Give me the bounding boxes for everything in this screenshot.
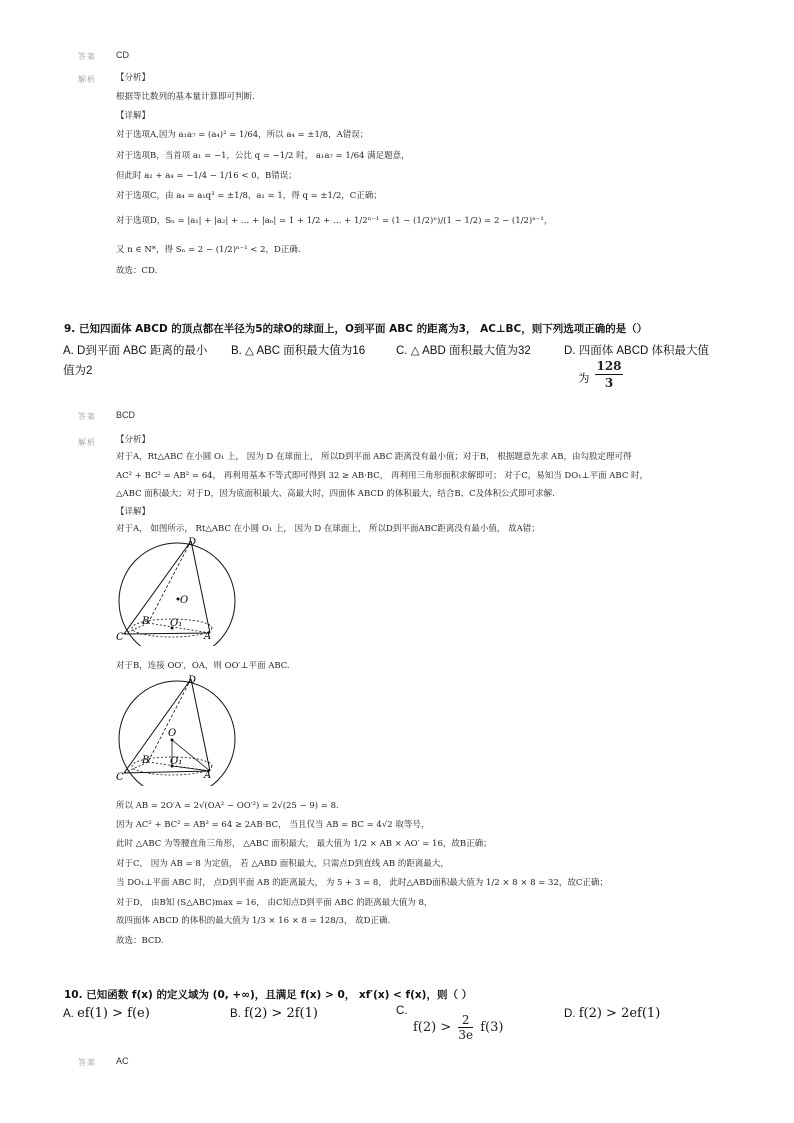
q9-line-4: 对于C， 因为 AB = 8 为定值， 若 △ABD 面积最大，只需点D到直线 AB 的距离最大，	[116, 859, 449, 869]
q9-fenxi-line1: 对于A，Rt△ABC 在小圆 O₁ 上， 因为 D 在球面上， 所以D到平面 ABC 距离没有最小值；对于B， 根据题意先求 AB，由勾股定理可得	[116, 452, 632, 462]
label-C: C	[116, 632, 124, 643]
q8-fenxi-head: 【分析】	[116, 73, 151, 83]
fraction-numerator: 128	[596, 359, 622, 373]
q9-option-d	[564, 342, 709, 358]
q9-fenxi-line3: △ABC 面积最大；对于D，因为底面积最大、高最大时，四面体 ABCD 的体积最大，结合B、C及体积公式即可求解.	[116, 489, 555, 499]
option-formula-right: f(3)	[480, 1020, 504, 1035]
q8-line-c: 对于选项C，由 a₄ = a₁q³ = ±1/8，a₁ = 1，得 q = ±1/2，C正确；	[116, 191, 382, 201]
label-A: A	[204, 631, 212, 642]
label-C: C	[116, 772, 124, 783]
q9-fenxi-line2: AC² + BC² = AB² = 64， 再利用基本不等式即可得到 32 ≥ AB·BC， 再利用三角形面积求解即可； 对于C，易知当 DO₁⊥平面 ABC 时，	[116, 471, 649, 481]
q10-option-d	[564, 1006, 660, 1021]
sphere-figure-1	[112, 536, 242, 646]
q9-line-3: 此时 △ABC 为等腰直角三角形， △ABC 面积最大， 最大值为 1/2 × AB × AO′ = 16，故B正确；	[116, 839, 492, 849]
label-O: O	[168, 728, 177, 739]
q9-option-c: C. △ ABD 面积最大值为32	[396, 345, 531, 357]
q8-line-b2: 但此时 a₂ + a₄ = −1/4 − 1/16 < 0，B错误；	[116, 171, 297, 181]
q10-answer: AC	[116, 1056, 129, 1066]
answer-label: 答案	[78, 1058, 96, 1067]
q9-line-7: 故四面体 ABCD 的体积的最大值为 1/3 × 16 × 8 = 128/3， 故D正确.	[116, 916, 391, 926]
fraction-denominator: 3e	[458, 1028, 474, 1042]
q9-option-d-fraction	[595, 359, 623, 390]
q9-option-d-line1: D. 四面体 ABCD 体积最大值	[564, 345, 710, 357]
fraction-bar	[595, 374, 623, 375]
label-O1: O₁	[170, 618, 183, 629]
q10-option-a	[63, 1006, 150, 1021]
analysis-label: 解析	[78, 438, 96, 447]
q9-line-1: 所以 AB = 2O′A = 2√(OA² − OO′²) = 2√(25 − 9) = 8.	[116, 801, 339, 811]
q8-fenxi: 根据等比数列的基本量计算即可判断.	[116, 92, 255, 102]
option-letter: B.	[230, 1008, 241, 1020]
option-fraction	[458, 1013, 473, 1042]
fraction-numerator: 2	[461, 1013, 470, 1027]
label-D: D	[188, 537, 197, 548]
label-O1: O₁	[170, 756, 183, 767]
q9-option-b: B. △ ABC 面积最大值为16	[231, 345, 366, 357]
q9-answer: BCD	[116, 410, 136, 420]
q9-stem: 9. 已知四面体 ABCD 的顶点都在半径为5的球O的球面上，O到平面 ABC 的距离为3， AC⊥BC，则下列选项正确的是（）	[64, 323, 648, 335]
q9-conclusion: 故选：BCD.	[116, 936, 164, 946]
q9-option-a-line2: 值为2	[63, 365, 93, 377]
q8-line-b: 对于选项B，当首项 a₁ = −1，公比 q = −1/2 时， a₁a₇ = 1/64 满足题意，	[116, 151, 410, 161]
q9-xiangjie-head: 【详解】	[116, 507, 151, 517]
option-formula: ef(1) > f(e)	[77, 1006, 150, 1021]
q9-line-6: 对于D， 由B知 (S△ABC)max = 16， 由C知点D到平面 ABC 的距离最大值为 8，	[116, 898, 433, 908]
option-formula: f(2) > 2ef(1)	[578, 1006, 661, 1021]
label-O: O	[180, 595, 189, 606]
label-B: B	[142, 616, 150, 627]
q8-xiangjie-head: 【详解】	[116, 111, 151, 121]
q10-option-c-letter: C.	[396, 1005, 408, 1017]
answer-label: 答案	[78, 412, 96, 421]
q9-option-a-line1: A. D到平面 ABC 距离的最小	[63, 345, 208, 357]
q9-fenxi-head: 【分析】	[116, 435, 151, 445]
q9-option-d-line2: 为	[578, 373, 590, 385]
q9-line-2: 因为 AC² + BC² = AB² = 64 ≥ 2AB·BC， 当且仅当 AB = BC = 4√2 取等号，	[116, 820, 430, 830]
q9-line-5: 当 DO₁⊥平面 ABC 时， 点D到平面 AB 的距离最大， 为 5 + 3 = 8， 此时△ABD面积最大值为 1/2 × 8 × 8 = 32，故C正确；	[116, 878, 608, 888]
fraction-denominator: 3	[604, 376, 614, 390]
q8-conclusion: 故选：CD.	[116, 266, 158, 276]
sphere-figure-2	[112, 674, 242, 786]
option-formula: f(2) > 2f(1)	[244, 1006, 318, 1021]
q8-line-a: 对于选项A,因为 a₁a₇ = (a₄)² = 1/64，所以 a₄ = ±1/8，A错误；	[116, 130, 369, 140]
label-D: D	[188, 675, 197, 686]
q8-line-d2: 又 n ∈ N*，得 Sₙ = 2 − (1/2)ⁿ⁻¹ < 2，D正确.	[116, 245, 301, 255]
q8-line-d: 对于选项D，Sₙ = |a₁| + |a₂| + … + |aₙ| = 1 + 1/2 + … + 1/2ⁿ⁻¹ = (1 − (1/2)ⁿ)/(1 − 1/2) = 2 − (1/2)ⁿ⁻¹，	[116, 216, 553, 226]
answer-label: 答案	[78, 52, 96, 61]
option-formula-left: f(2) >	[413, 1020, 452, 1035]
q9-detail-b: 对于B，连接 OO′，OA，则 OO′⊥平面 ABC.	[116, 661, 290, 671]
q10-option-c	[413, 1013, 503, 1042]
option-letter: A.	[63, 1008, 74, 1020]
q8-answer: CD	[116, 50, 129, 60]
q10-option-b	[230, 1006, 318, 1021]
q10-stem: 10. 已知函数 f(x) 的定义域为 (0, +∞)，且满足 f(x) > 0， xf′(x) < f(x)，则（ ）	[64, 989, 473, 1001]
label-B: B	[142, 755, 150, 766]
label-A: A	[204, 770, 212, 781]
q9-option-a	[63, 342, 207, 378]
analysis-label: 解析	[78, 75, 96, 84]
q9-detail-a: 对于A， 如图所示， Rt△ABC 在小圆 O₁ 上， 因为 D 在球面上， 所以D到平面ABC距离没有最小值， 故A错；	[116, 524, 540, 534]
option-letter: D.	[564, 1008, 576, 1020]
